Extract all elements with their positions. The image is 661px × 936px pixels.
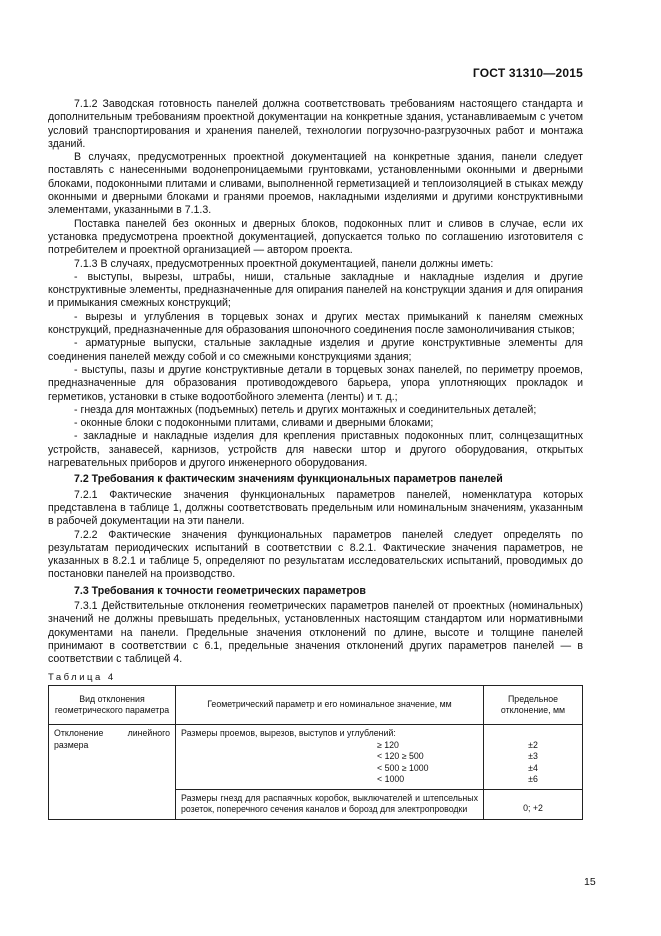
tolerance-value: ±6 — [528, 774, 538, 784]
paragraph: 7.3.1 Действительные отклонения геометрических параметров панелей от проектных (номинальных) значений не должны превышать предельных, установленных настоящим стандартом или нормативными документами на панели. Предельные значения отклонений по длине, высоте и толщине панелей принимают в соответствии с 6.1, предельные значения отклонений других параметров панелей — в соответствии с таблицей 4. — [48, 599, 583, 666]
deviation-kind: Отклонение линейного размера — [49, 725, 176, 820]
tolerance-value: ±3 — [528, 751, 538, 761]
column-header: Предельное отклонение, мм — [484, 686, 583, 725]
table-row — [49, 725, 583, 790]
list-item: - оконные блоки с подоконными плитами, сливами и дверными блоками; — [74, 417, 434, 430]
nominal-range: ≥ 120 — [377, 739, 399, 750]
table-caption: Таблица 4 — [48, 672, 116, 683]
section-heading-7-3: 7.3 Требования к точности геометрических параметров — [74, 584, 366, 597]
column-header: Вид отклонения геометрического параметра — [49, 686, 176, 725]
parameter-name: Размеры проемов, вырезов, выступов и углублений: — [181, 728, 396, 738]
paragraph: 7.2.2 Фактические значения функциональных параметров панелей следует определять по результатам периодических испытаний в соответствии с 8.2.1. Фактические значения параметров, не указанных в 8.2.1 и таблице 5, определяют по результатам исследовательских испытаний, проводимых до постановки панелей на производство. — [48, 528, 583, 581]
tolerance-value: 0; +2 — [484, 789, 583, 819]
list-item: - выступы, пазы и другие конструктивные детали в торцевых зонах панелей, по периметру проемов, предназначенные для образования противодождевого барьера, упора уплотняющих прокладок и герметиков, установки в стыке водоотбойного элемента (ленты) и т. д.; — [48, 363, 583, 403]
column-header: Геометрический параметр и его номинальное значение, мм — [176, 686, 484, 725]
nominal-range: < 120 ≥ 500 — [377, 751, 424, 761]
parameter-name: Размеры гнезд для распаячных коробок, выключателей и штепсельных розеток, поперечного сечения каналов и борозд для электропроводки — [176, 789, 484, 819]
table-header-row — [49, 686, 583, 725]
paragraph: Поставка панелей без оконных и дверных блоков, подоконных плит и сливов в случае, если их установка предусмотрена проектной документацией, допускается только по соглашению изготовителя с потребителем и проектной организацией — автором проекта. — [48, 217, 583, 257]
tolerance-cell — [484, 725, 583, 790]
document-code: ГОСТ 31310—2015 — [472, 66, 583, 80]
list-item: - арматурные выпуски, стальные закладные изделия и другие конструктивные элементы для соединения панелей между собой и со смежными конструкциями здания; — [48, 337, 583, 363]
body-text — [48, 98, 583, 666]
list-item: - гнезда для монтажных (подъемных) петель и других монтажных и соединительных деталей; — [74, 403, 537, 416]
paragraph: 7.2.1 Фактические значения функциональных параметров панелей, номенклатура которых представлена в таблице 1, должны соответствовать предельным или номинальным значениям, указанным в рабочей документации на эти панели. — [48, 488, 583, 528]
parameter-cell — [176, 725, 484, 790]
paragraph: 7.1.2 Заводская готовность панелей должна соответствовать требованиям настоящего стандарта и дополнительным требованиям проектной документации на конкретные здания, устанавливаемым с учетом условий транспортирования и хранения панелей, технологии погрузочно-разгрузочных работ и монтажа зданий. — [48, 98, 583, 150]
nominal-range: < 1000 — [377, 774, 405, 784]
list-item: - выступы, вырезы, штрабы, ниши, стальные закладные и накладные изделия и другие конструктивные элементы, предназначенные для опирания панелей на конструкции здания и для опирания и примыкания смежных конструкций; — [48, 270, 583, 310]
tolerance-table — [48, 685, 583, 820]
tolerance-value: ±4 — [528, 762, 538, 773]
list-item: - вырезы и углубления в торцевых зонах и других местах примыканий к панелям смежных конструкций, предназначенные для образования шпоночного соединения после замоноличивания стыков; — [48, 310, 583, 337]
paragraph: 7.1.3 В случаях, предусмотренных проектной документацией, панели должны иметь: — [74, 257, 494, 270]
tolerance-value: ±2 — [528, 739, 538, 750]
paragraph: В случаях, предусмотренных проектной документацией на конкретные здания, панели следует поставлять с нанесенными водонепроницаемыми грунтовками, установленными оконными и дверными блоками, подоконными плитами и сливами, выполненной герметизацией и теплоизоляцией в стыках между оконными и дверными блоками и гранями проемов, накладными изделиями и другими конструктивными элементами, указанными в 7.1.3. — [48, 151, 583, 217]
section-heading-7-2: 7.2 Требования к фактическим значениям функциональных параметров панелей — [74, 473, 503, 486]
nominal-range: < 500 ≥ 1000 — [377, 762, 429, 773]
list-item: - закладные и накладные изделия для крепления приставных подоконных плит, солнцезащитных устройств, занавесей, карнизов, устройств для навески штор и другого оборудования, открытых нагревательных приборов и другого инженерного оборудования. — [48, 430, 583, 470]
page-number: 15 — [584, 876, 596, 888]
